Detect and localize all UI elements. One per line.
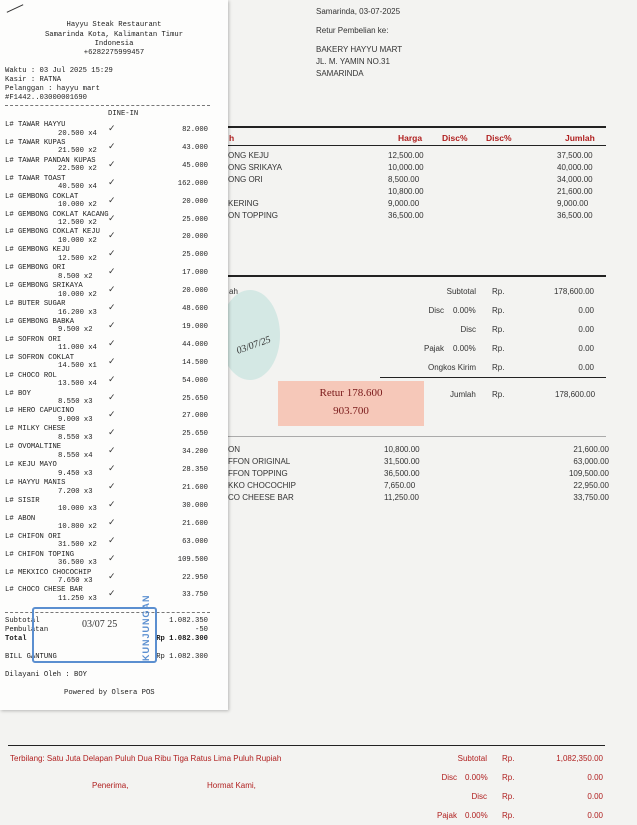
- item-amount: 27.000: [182, 412, 208, 421]
- bill-label: BILL GANTUNG: [5, 653, 57, 661]
- stamp-text: KUNJUNGAN: [141, 594, 151, 661]
- receipt-kasir: Kasir : RATNA: [5, 76, 62, 84]
- footer-label: Disc: [471, 792, 487, 801]
- lower-rule: [228, 436, 606, 437]
- lower-row-harga: 10,800.00: [384, 445, 420, 454]
- item-name: L# TAWAR KUPAS: [5, 138, 66, 147]
- col-disc-1: Disc%: [442, 133, 468, 143]
- terbilang: Terbilang: Satu Juta Delapan Puluh Dua Ribu Tiga Ratus Lima Puluh Rupiah: [10, 754, 282, 763]
- item-qty: 21.500 x2: [58, 147, 97, 156]
- row-harga: 9,000.00: [388, 199, 420, 208]
- invoice-to-line-2: JL. M. YAMIN NO.31: [316, 57, 390, 66]
- row-name: KERING: [228, 199, 259, 208]
- item-name: L# KEJU MAYO: [5, 461, 57, 470]
- check-mark-icon: ✓: [108, 517, 116, 528]
- invoice-retur-label: Retur Pembelian ke:: [316, 26, 389, 35]
- lower-row-jumlah: 21,600.00: [573, 445, 609, 454]
- row-jumlah: 21,600.00: [557, 187, 593, 196]
- item-qty: 9.450 x3: [58, 469, 93, 478]
- col-jumlah: Jumlah: [565, 133, 595, 143]
- item-name: L# CHIFON ORI: [5, 532, 62, 541]
- invoice-to-line-1: BAKERY HAYYU MART: [316, 45, 403, 54]
- footer-rp: Rp.: [502, 811, 515, 820]
- receipt-divider: [5, 105, 210, 106]
- store-address-2: Indonesia: [94, 40, 134, 48]
- pembulatan-label: Pembulatan: [5, 626, 49, 634]
- lower-row-jumlah: 33,750.00: [573, 493, 609, 502]
- bill-value: Rp 1.082.300: [156, 653, 208, 661]
- lower-row-harga: 31,500.00: [384, 457, 420, 466]
- item-name: L# MILKY CHESE: [5, 425, 66, 434]
- check-mark-icon: ✓: [108, 499, 116, 510]
- item-amount: 82.000: [182, 126, 208, 134]
- item-amount: 25.000: [182, 215, 208, 224]
- item-name: L# TAWAR TOAST: [5, 174, 66, 183]
- footer-value: 0.00: [587, 811, 603, 820]
- item-qty: 22.500 x2: [58, 165, 97, 174]
- item-name: L# MEKXICO CHOCOCHIP: [5, 568, 92, 577]
- item-qty: 10.000 x2: [58, 290, 97, 299]
- lower-row-harga: 11,250.00: [384, 493, 419, 502]
- stamp-mark: [220, 290, 280, 380]
- footer-value: 0.00: [587, 773, 603, 782]
- item-name: L# OVOMALTINE: [5, 443, 62, 452]
- check-mark-icon: ✓: [108, 482, 116, 492]
- row-harga: 10,800.00: [388, 187, 424, 196]
- lower-row-jumlah: 63,000.00: [573, 457, 609, 466]
- sticky-note: [278, 381, 424, 426]
- col-disc-2: Disc%: [486, 133, 512, 143]
- item-name: L# SOFRON ORI: [5, 335, 62, 344]
- check-mark-icon: ✓: [108, 571, 116, 582]
- pembulatan-value: -50: [195, 626, 208, 634]
- row-name: ON TOPPING: [228, 211, 278, 220]
- subtotal-value: 1.082.350: [169, 617, 208, 625]
- item-qty: 40.500 x4: [58, 183, 97, 192]
- item-qty: 10.000 x3: [58, 505, 97, 514]
- item-name: L# GEMBONG BABKA: [5, 317, 75, 326]
- item-qty: 12.500 x2: [58, 219, 97, 227]
- check-mark-icon: ✓: [108, 249, 116, 260]
- lower-row-name: FFON TOPPING: [228, 469, 288, 478]
- item-name: L# TAWAR PANDAN KUPAS: [5, 156, 96, 165]
- invoice-to-line-3: SAMARINDA: [316, 69, 364, 78]
- check-mark-icon: ✓: [108, 374, 116, 385]
- summary-label: Pajak: [423, 344, 444, 353]
- check-mark-icon: ✓: [108, 338, 116, 349]
- item-amount: 33.750: [182, 591, 208, 600]
- summary-rp: Rp.: [492, 344, 505, 353]
- check-mark-icon: ✓: [108, 428, 116, 439]
- note-line-1: Retur 178.600: [319, 387, 383, 399]
- pen-mark: [7, 4, 24, 13]
- item-amount: 44.000: [182, 340, 208, 349]
- item-amount: 109.500: [177, 555, 208, 564]
- summary-value: 0.00: [578, 363, 594, 372]
- item-qty: 8.500 x2: [58, 272, 93, 281]
- item-name: L# CHOCO CHESE BAR: [5, 586, 83, 595]
- item-amount: 34.200: [182, 448, 208, 457]
- item-qty: 16.200 x3: [58, 308, 97, 317]
- summary-top-rule: [228, 275, 606, 277]
- check-mark-icon: ✓: [108, 267, 116, 278]
- item-amount: 17.000: [182, 269, 208, 278]
- lower-row-harga: 36,500.00: [384, 469, 420, 478]
- col-harga: Harga: [398, 133, 423, 143]
- footer-value: 1,082,350.00: [556, 754, 603, 763]
- summary-value: 178,600.00: [553, 287, 594, 296]
- summary-label: Ongkos Kirim: [427, 363, 476, 372]
- summary-rp: Rp.: [492, 363, 505, 372]
- item-qty: 8.550 x4: [58, 451, 93, 460]
- check-mark-icon: ✓: [108, 195, 116, 206]
- check-mark-icon: ✓: [108, 446, 116, 457]
- item-qty: 10.000 x2: [58, 236, 97, 245]
- row-name: ONG KEJU: [228, 151, 269, 160]
- item-qty: 13.500 x4: [58, 380, 97, 389]
- table-top-rule: [228, 126, 606, 128]
- lower-row-name: FFON ORIGINAL: [228, 457, 291, 466]
- row-jumlah: 9,000.00: [557, 199, 589, 208]
- item-qty: 12.500 x2: [58, 254, 97, 263]
- summary-label: Disc: [460, 325, 476, 334]
- summary-pct: 0.00%: [453, 344, 476, 353]
- footer-label: Subtotal: [457, 754, 487, 763]
- item-amount: 20.000: [182, 287, 208, 296]
- item-name: L# GEMBONG COKLAT: [5, 192, 79, 201]
- item-name: L# BUTER SUGAR: [5, 300, 66, 308]
- item-amount: 21.600: [182, 484, 208, 492]
- dine-in: DINE-IN: [108, 110, 139, 118]
- stamp-date: 03/07 25: [82, 619, 118, 630]
- table-header-rule: [228, 145, 606, 146]
- pos-receipt: [0, 0, 228, 710]
- item-name: L# GEMBONG COKLAT KACANG: [5, 210, 109, 219]
- subtotal-label: Subtotal: [5, 617, 40, 625]
- item-name: L# GEMBONG KEJU: [5, 246, 70, 255]
- check-mark-icon: ✓: [108, 392, 116, 403]
- item-qty: 14.500 x1: [58, 362, 97, 371]
- jumlah-value: 178,600.00: [555, 390, 596, 399]
- item-qty: 11.000 x4: [58, 344, 97, 353]
- receipt-waktu: Waktu : 03 Jul 2025 15:29: [5, 67, 113, 75]
- item-name: L# ABON: [5, 514, 36, 523]
- item-name: L# HERO CAPUCINO: [5, 407, 75, 416]
- check-mark-icon: ✓: [108, 589, 116, 600]
- item-qty: 9.000 x3: [58, 415, 93, 424]
- check-mark-icon: ✓: [108, 285, 116, 296]
- summary-rp: Rp.: [492, 325, 505, 334]
- item-qty: 8.550 x3: [58, 433, 93, 442]
- row-jumlah: 40,000.00: [557, 163, 593, 172]
- check-mark-icon: ✓: [108, 177, 116, 188]
- note-line-2: 903.700: [333, 405, 369, 417]
- item-amount: 63.000: [182, 537, 208, 546]
- lower-row-name: ON: [228, 445, 240, 454]
- hormat-kami: Hormat Kami,: [207, 781, 256, 790]
- check-mark-icon: ✓: [108, 320, 116, 331]
- item-qty: 7.650 x3: [58, 577, 93, 585]
- item-name: L# CHIFON TOPING: [5, 550, 75, 559]
- check-mark-icon: ✓: [108, 159, 116, 170]
- summary-label: Disc: [428, 306, 444, 315]
- check-mark-icon: ✓: [108, 553, 116, 564]
- item-amount: 20.000: [182, 233, 208, 242]
- item-amount: 30.000: [182, 501, 208, 510]
- receipt-pelanggan: Pelanggan : hayyu mart: [5, 85, 100, 93]
- check-mark-icon: ✓: [108, 213, 116, 224]
- footer-rp: Rp.: [502, 792, 515, 801]
- item-amount: 25.000: [182, 251, 208, 260]
- item-qty: 20.500 x4: [58, 129, 97, 138]
- item-amount: 14.500: [182, 358, 208, 367]
- store-address-1: Samarinda Kota, Kalimantan Timur: [44, 31, 184, 39]
- row-harga: 10,000.00: [388, 163, 424, 172]
- summary-rp: Rp.: [492, 306, 505, 315]
- footer-label: Disc: [441, 773, 457, 782]
- item-qty: 10.800 x2: [58, 523, 97, 532]
- invoice-place-date: Samarinda, 03-07-2025: [316, 7, 401, 16]
- item-qty: 8.550 x3: [58, 398, 93, 406]
- item-name: L# CHOCO ROL: [5, 371, 57, 380]
- check-mark-icon: ✓: [108, 303, 116, 313]
- total-value: Rp 1.082.300: [156, 635, 208, 643]
- lower-row-jumlah: 109,500.00: [568, 469, 609, 478]
- check-mark-icon: ✓: [108, 464, 116, 475]
- item-qty: 11.250 x3: [58, 594, 97, 603]
- summary-value: 0.00: [578, 344, 594, 353]
- lower-row-name: KKO CHOCOCHIP: [228, 481, 297, 490]
- footer-label: Pajak: [436, 811, 457, 820]
- footer-value: 0.00: [587, 792, 603, 801]
- handwritten-date: 03/07/25: [235, 334, 273, 357]
- summary-rp: Rp.: [492, 287, 505, 296]
- jumlah-rp: Rp.: [492, 390, 505, 399]
- jumlah-label: Jumlah: [450, 390, 476, 399]
- summary-rule: [380, 377, 606, 378]
- lower-row-harga: 7,650.00: [384, 481, 416, 490]
- row-name: ONG SRIKAYA: [228, 163, 282, 172]
- item-amount: 28.350: [182, 466, 208, 475]
- item-name: L# GEMBONG ORI: [5, 264, 66, 273]
- check-mark-icon: ✓: [108, 231, 116, 242]
- check-mark-icon: ✓: [108, 141, 116, 152]
- total-label: Total: [5, 635, 27, 643]
- check-mark-icon: ✓: [108, 410, 116, 421]
- check-mark-icon: ✓: [108, 535, 116, 546]
- check-mark-icon: ✓: [108, 124, 116, 134]
- item-name: L# SISIR: [5, 496, 40, 505]
- item-qty: 31.500 x2: [58, 541, 97, 550]
- row-harga: 8,500.00: [388, 175, 420, 184]
- item-name: L# GEMBONG SRIKAYA: [5, 282, 83, 291]
- footer-rp: Rp.: [502, 773, 515, 782]
- item-amount: 45.000: [182, 161, 208, 170]
- row-harga: 36,500.00: [388, 211, 424, 220]
- item-qty: 36.500 x3: [58, 559, 97, 568]
- item-qty: 10.000 x2: [58, 201, 97, 210]
- summary-fragment: ah: [229, 287, 238, 296]
- footer-rule: [8, 745, 605, 746]
- row-harga: 12,500.00: [388, 151, 424, 160]
- item-name: L# TAWAR HAYYU: [5, 121, 66, 129]
- row-jumlah: 36,500.00: [557, 211, 593, 220]
- summary-label: Subtotal: [446, 287, 476, 296]
- summary-pct: 0.00%: [453, 306, 476, 315]
- item-name: L# BOY: [5, 389, 31, 398]
- store-name: Hayyu Steak Restaurant: [66, 21, 162, 29]
- footer-rp: Rp.: [502, 754, 515, 763]
- row-jumlah: 37,500.00: [557, 151, 593, 160]
- item-qty: 7.200 x3: [58, 487, 93, 496]
- item-amount: 54.000: [182, 376, 208, 385]
- lower-row-name: CO CHEESE BAR: [228, 493, 294, 502]
- item-amount: 43.000: [182, 143, 208, 152]
- receipt-order-no: #F1442..03000001690: [5, 94, 87, 102]
- row-name: ONG ORI: [228, 175, 263, 184]
- item-amount: 25.650: [182, 430, 208, 439]
- summary-value: 0.00: [578, 325, 594, 334]
- item-amount: 21.600: [182, 519, 208, 528]
- footer-pct: 0.00%: [465, 773, 488, 782]
- item-amount: 20.000: [182, 197, 208, 206]
- dilayani: Dilayani Oleh : BOY: [5, 671, 87, 679]
- item-name: L# HAYYU MANIS: [5, 479, 66, 487]
- lower-row-jumlah: 22,950.00: [573, 481, 609, 490]
- col-item-fragment: h: [229, 133, 235, 143]
- item-name: L# SOFRON COKLAT: [5, 353, 75, 362]
- item-name: L# GEMBONG COKLAT KEJU: [5, 228, 100, 237]
- check-mark-icon: ✓: [108, 356, 116, 367]
- item-amount: 22.950: [182, 573, 208, 582]
- summary-value: 0.00: [578, 306, 594, 315]
- item-amount: 162.000: [177, 179, 208, 188]
- store-phone: +6282275999457: [83, 49, 145, 57]
- footer-pct: 0.00%: [465, 811, 488, 820]
- item-amount: 25.650: [182, 394, 208, 403]
- powered-by: Powered by Olsera POS: [64, 689, 155, 697]
- row-jumlah: 34,000.00: [557, 175, 593, 184]
- item-amount: 48.600: [182, 305, 208, 313]
- penerima: Penerima,: [92, 781, 129, 790]
- item-amount: 19.000: [182, 322, 208, 331]
- item-qty: 9.500 x2: [58, 326, 93, 335]
